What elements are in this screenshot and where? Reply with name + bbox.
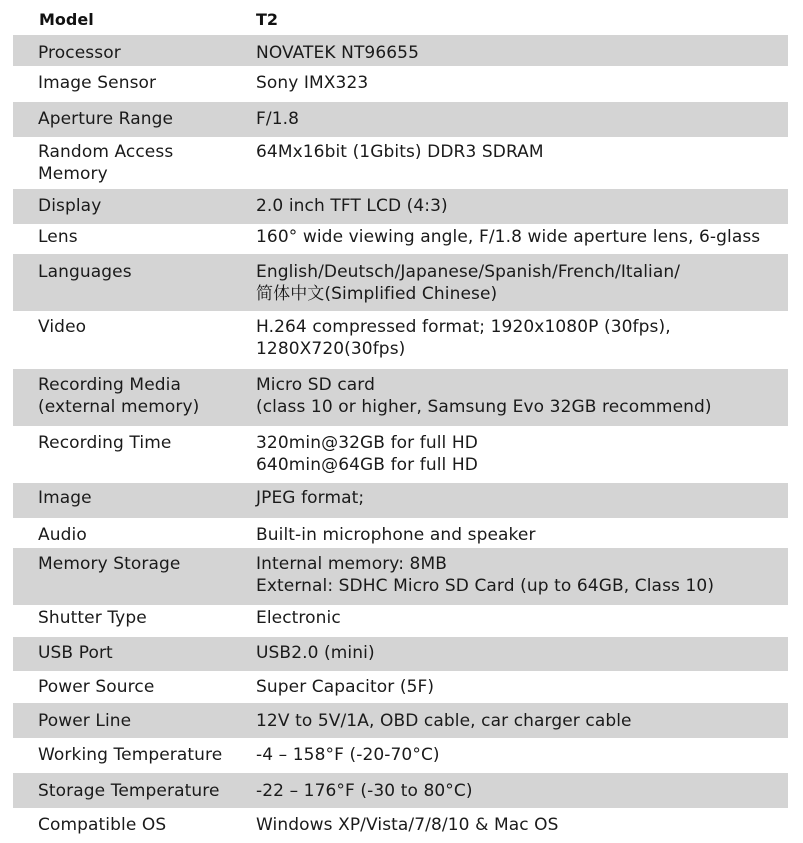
spec-value: USB2.0 (mini) (256, 643, 375, 663)
spec-label: Working Temperature (38, 745, 223, 765)
spec-row (13, 369, 788, 426)
spec-row (13, 137, 788, 189)
spec-label: Image Sensor (38, 73, 157, 93)
spec-row (13, 224, 788, 254)
spec-row (13, 605, 788, 637)
spec-label: Shutter Type (38, 608, 147, 628)
spec-value: Micro SD card (class 10 or higher, Samsung Evo 32GB recommend) (256, 375, 712, 417)
spec-label: Image (38, 488, 92, 508)
spec-value: H.264 compressed format; 1920x1080P (30fps), 1280X720(30fps) (256, 317, 671, 359)
spec-value: 2.0 inch TFT LCD (4:3) (256, 196, 448, 216)
spec-table-header (0, 0, 803, 34)
spec-label: Random Access Memory (38, 142, 174, 184)
spec-label: Storage Temperature (38, 781, 220, 801)
spec-value: English/Deutsch/Japanese/Spanish/French/Italian/ 简体中文(Simplified Chinese) (256, 262, 681, 304)
spec-label: Lens (38, 227, 78, 247)
spec-label: Recording Time (38, 433, 172, 453)
spec-value: Electronic (256, 608, 341, 628)
spec-row (13, 426, 788, 483)
spec-label: Languages (38, 262, 132, 282)
spec-label: Video (38, 317, 87, 337)
spec-value: -22 – 176°F (-30 to 80°C) (256, 781, 473, 801)
spec-value: Super Capacitor (5F) (256, 677, 435, 697)
spec-label: Power Source (38, 677, 155, 697)
spec-row (13, 189, 788, 224)
spec-label: Audio (38, 525, 87, 545)
spec-row (13, 35, 788, 66)
spec-row (13, 254, 788, 311)
spec-value: Internal memory: 8MB External: SDHC Micro SD Card (up to 64GB, Class 10) (256, 554, 715, 596)
spec-row (13, 311, 788, 369)
spec-label: Memory Storage (38, 554, 181, 574)
spec-label: Display (38, 196, 102, 216)
spec-value: 12V to 5V/1A, OBD cable, car charger cable (256, 711, 632, 731)
spec-row (13, 637, 788, 671)
spec-value: 64Mx16bit (1Gbits) DDR3 SDRAM (256, 142, 544, 162)
spec-row (13, 773, 788, 808)
spec-value: -4 – 158°F (-20-70°C) (256, 745, 440, 765)
spec-label: Processor (38, 43, 121, 63)
spec-value: 320min@32GB for full HD 640min@64GB for full HD (256, 433, 478, 475)
spec-row (13, 808, 788, 843)
spec-value: Windows XP/Vista/7/8/10 & Mac OS (256, 815, 559, 835)
spec-value: JPEG format; (256, 488, 365, 508)
spec-value: F/1.8 (256, 109, 300, 129)
spec-value: Sony IMX323 (256, 73, 369, 93)
spec-value: Built-in microphone and speaker (256, 525, 536, 545)
spec-row (13, 703, 788, 738)
spec-value: NOVATEK NT96655 (256, 43, 420, 63)
spec-label: Power Line (38, 711, 132, 731)
spec-row (13, 671, 788, 703)
spec-label: Aperture Range (38, 109, 174, 129)
spec-row (13, 102, 788, 137)
spec-row (13, 518, 788, 548)
header-value: T2 (256, 10, 279, 29)
spec-value: 160° wide viewing angle, F/1.8 wide aperture lens, 6-glass (256, 227, 761, 247)
spec-label: Compatible OS (38, 815, 167, 835)
spec-row (13, 483, 788, 518)
spec-row (13, 738, 788, 773)
header-key: Model (39, 10, 94, 29)
spec-row (13, 548, 788, 605)
spec-label: USB Port (38, 643, 113, 663)
spec-row (13, 66, 788, 102)
spec-label: Recording Media (external memory) (38, 375, 200, 417)
